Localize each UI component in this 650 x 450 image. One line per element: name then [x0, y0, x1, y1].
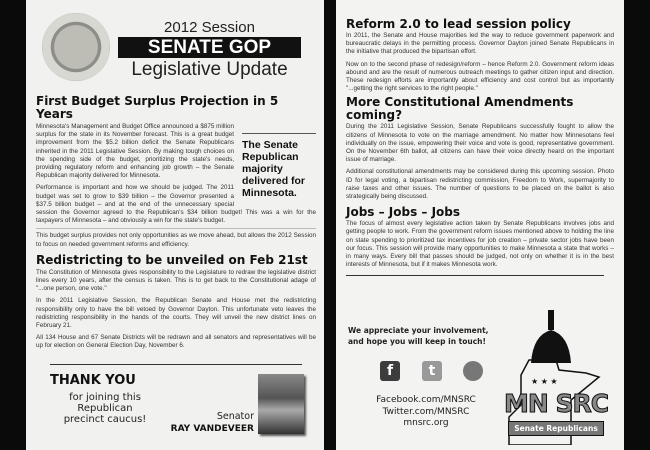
facebook-icon[interactable]: f: [380, 361, 400, 381]
newsletter-title: SENATE GOP: [118, 37, 301, 58]
redistricting-heading: Redistricting to be unveiled on Feb 21st: [36, 252, 308, 267]
jobs-paragraph: The focus of almost every legislative action taken by Senate Republicans involves jobs and getting people to work. From the government reform issues mentioned above to holding the line on state spending to prioritized tax incentives for job creation – private sector jobs have been our focus. This session will provide many opportunities to make Minnesota a state that works – in many ways. Every bill that passes should be judged, not only on whether it is in the best interests of Minnesota, but if it makes Minnesota work.: [346, 220, 614, 269]
redistricting-paragraph-1: The Constitution of Minnesota gives responsibility to the Legislature to redraw the legislative district lines every 10 years, after the census is taken. This is to get back to the Constitutional adage of "...one person, one vote.": [36, 268, 316, 293]
mnsrc-logo: [501, 305, 611, 445]
facebook-link[interactable]: Facebook.com/MNSRC: [376, 395, 476, 405]
amendments-heading: More Constitutional Amendments coming?: [346, 95, 574, 123]
reform-paragraph-1: In 2011, the Senate and House majorities led the way to reduce government paperwork and bureaucratic delays in the permitting process. Governor Dayton joined Senate Republicans in the initiative that produced the bipartisan effort.: [346, 32, 614, 56]
senator-photo: [258, 374, 304, 434]
twitter-link[interactable]: Twitter.com/MNSRC: [382, 406, 470, 417]
stars: ★ ★ ★: [531, 377, 558, 386]
thank-you-title: THANK YOU: [50, 373, 136, 388]
senator-name: RAY VANDEVEER: [170, 424, 254, 434]
reform-heading: Reform 2.0 to lead session policy: [346, 17, 571, 31]
web-icon[interactable]: [463, 361, 483, 381]
amendments-paragraph-1: During the 2011 Legislative Session, Senate Republicans successfully fought to allow the citizens of Minnesota to vote on the marriage amendment. No matter how Minnesotans feel individually on the issue, empowering their voice and vote is good, representative government. On the November 6th ballot, all citizens can have their voice directly heard on the important issue of marriage.: [346, 123, 614, 164]
contact-message: We appreciate your involvement, and hope you will keep in touch!: [348, 326, 489, 346]
senator-label: Senator: [216, 411, 254, 422]
budget-heading: First Budget Surplus Projection in 5 Years: [36, 94, 279, 121]
left-content: [36, 95, 316, 351]
reform-section: [346, 18, 614, 276]
contact-links: [356, 395, 496, 430]
redistricting-paragraph-2: In the 2011 Legislative Session, the Republican Senate and House met the redistricting responsibility only to have the bill vetoed by Governor Dayton. This unfortunate veto leaves the redistricting responsibility in the hands of the courts. They will unveil the new district lines on February 21.: [36, 297, 316, 330]
budget-paragraph-3: This budget surplus provides not only opportunities as we move ahead, but allows the 2012 Session to focus on needed government reforms and efficiency.: [36, 232, 316, 248]
logo-name: MN SRC: [503, 389, 609, 418]
divider: [346, 275, 604, 276]
amendments-paragraph-2: Additional constitutional amendments may be considered during this upcoming session. Photo ID for legal voting, a bipartisan redistricting commission, Freedom to Work, supermajority to raise taxes and other issues. The number of questions to be placed on the ballot is also strategically being discussed.: [346, 168, 614, 201]
left-page: [26, 0, 324, 450]
budget-paragraph-2: Performance is important and how we should be judged. The 2011 budget was set to grow to $39 billion – the Governor presented a $37.5 billion budget – and at the end of the unnecessary special session the Governor agreed to the Republican's $34 billion budget! This was a win for the taxpayers of Minnesota – and obviously a win for the state's budget.: [36, 184, 316, 225]
pull-quote: The Senate Republican majority delivered for Minnesota.: [242, 133, 316, 199]
website-link[interactable]: mnsrc.org: [403, 418, 449, 428]
state-seal-icon: [42, 13, 110, 81]
redistricting-paragraph-3: All 134 House and 67 Senate Districts will be redrawn and all senators and representatives will be up for election on General Election Day, November 6.: [36, 334, 316, 350]
budget-paragraph: Minnesota's Management and Budget Office announced a $875 million surplus for the state in its November forecast. This is a great budget improvement from the $5.2 billion deficit the Senate Republicans inherited in the 2011 Legislative Session. By making tough choices on the spending side of the budget, prioritizing the state's needs, providing regulatory reform and enhancing job growth – the Senate Republican majority delivered for Minnesota.: [36, 123, 234, 180]
divider: [36, 228, 316, 229]
thank-you-message: for joining this Republican precinct caucus!: [63, 392, 147, 425]
logo-tagline: Senate Republicans: [508, 421, 604, 436]
divider: [50, 364, 302, 365]
jobs-heading: Jobs – Jobs – Jobs: [346, 205, 461, 220]
session-label: 2012 Session: [164, 19, 255, 36]
twitter-icon[interactable]: t: [422, 361, 442, 381]
newsletter-subtitle: Legislative Update: [131, 59, 288, 80]
reform-paragraph-2: Now on to the second phase of redesign/reform – hence Reform 2.0. Government reform ideas abound and are the result of numerous outreach meetings to gather citizen input and direction. These redesign efforts are importantly about efficiency and cost control but as importantly "...getting the right services to the right people.": [346, 60, 614, 93]
right-page: [336, 0, 624, 450]
